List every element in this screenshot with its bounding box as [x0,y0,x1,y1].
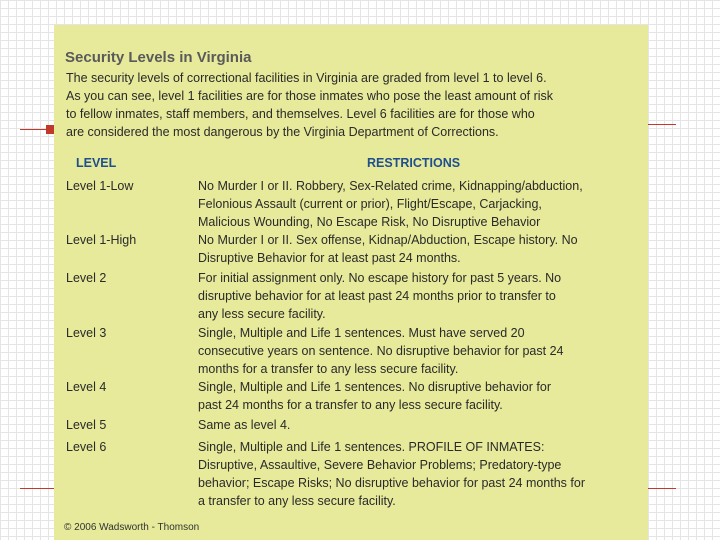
restriction-line: Same as level 4. [198,418,291,432]
restriction-line: Malicious Wounding, No Escape Risk, No Disruptive Behavior [198,215,541,229]
restrictions-text [198,177,583,231]
copyright-notice: © 2006 Wadsworth - Thomson [64,522,200,533]
restriction-line: any less secure facility. [198,307,326,321]
card-title: Security Levels in Virginia [65,49,252,66]
restriction-line: months for a transfer to any less secure facility. [198,362,459,376]
intro-line: The security levels of correctional facilities in Virginia are graded from level 1 to level 6. [66,71,547,85]
divider-line-bottom-left [20,488,54,489]
restrictions-text [198,269,561,323]
restriction-line: consecutive years on sentence. No disruptive behavior for past 24 [198,344,564,358]
restriction-line: a transfer to any less secure facility. [198,494,396,508]
divider-line-top-right [648,124,676,125]
restriction-line: disruptive behavior for at least past 24 months prior to transfer to [198,289,556,303]
level-label: Level 4 [66,380,107,394]
restriction-line: Felonious Assault (current or prior), Flight/Escape, Carjacking, [198,197,542,211]
level-label: Level 6 [66,440,107,454]
restriction-line: Single, Multiple and Life 1 sentences. No disruptive behavior for [198,380,551,394]
restriction-line: For initial assignment only. No escape history for past 5 years. No [198,271,562,285]
column-header-level: LEVEL [76,156,117,170]
security-levels-card [54,25,648,540]
divider-line-bottom-right [648,488,676,489]
level-label: Level 2 [66,271,107,285]
column-header-restrictions: RESTRICTIONS [367,156,461,170]
level-label: Level 3 [66,326,107,340]
restrictions-text [198,378,551,414]
restrictions-text [198,324,564,378]
restrictions-text [198,231,578,267]
restriction-line: Single, Multiple and Life 1 sentences. Must have served 20 [198,326,525,340]
intro-line: are considered the most dangerous by the Virginia Department of Corrections. [66,125,499,139]
restriction-line: Disruptive Behavior for at least past 24 months. [198,251,461,265]
restriction-line: past 24 months for a transfer to any less secure facility. [198,398,503,412]
level-label: Level 1-Low [66,179,134,193]
restrictions-text [198,416,290,434]
intro-line: to fellow inmates, staff members, and themselves. Level 6 facilities are for those who [66,107,535,121]
restriction-line: behavior; Escape Risks; No disruptive behavior for past 24 months for [198,476,585,490]
restriction-line: No Murder I or II. Robbery, Sex-Related crime, Kidnapping/abduction, [198,179,583,193]
intro-paragraph [66,69,641,141]
restriction-line: Disruptive, Assaultive, Severe Behavior Problems; Predatory-type [198,458,562,472]
level-label: Level 5 [66,418,107,432]
intro-line: As you can see, level 1 facilities are for those inmates who pose the least amount of risk [66,89,554,103]
restrictions-text [198,438,585,510]
restriction-line: No Murder I or II. Sex offense, Kidnap/Abduction, Escape history. No [198,233,578,247]
restriction-line: Single, Multiple and Life 1 sentences. PROFILE OF INMATES: [198,440,545,454]
level-label: Level 1-High [66,233,137,247]
